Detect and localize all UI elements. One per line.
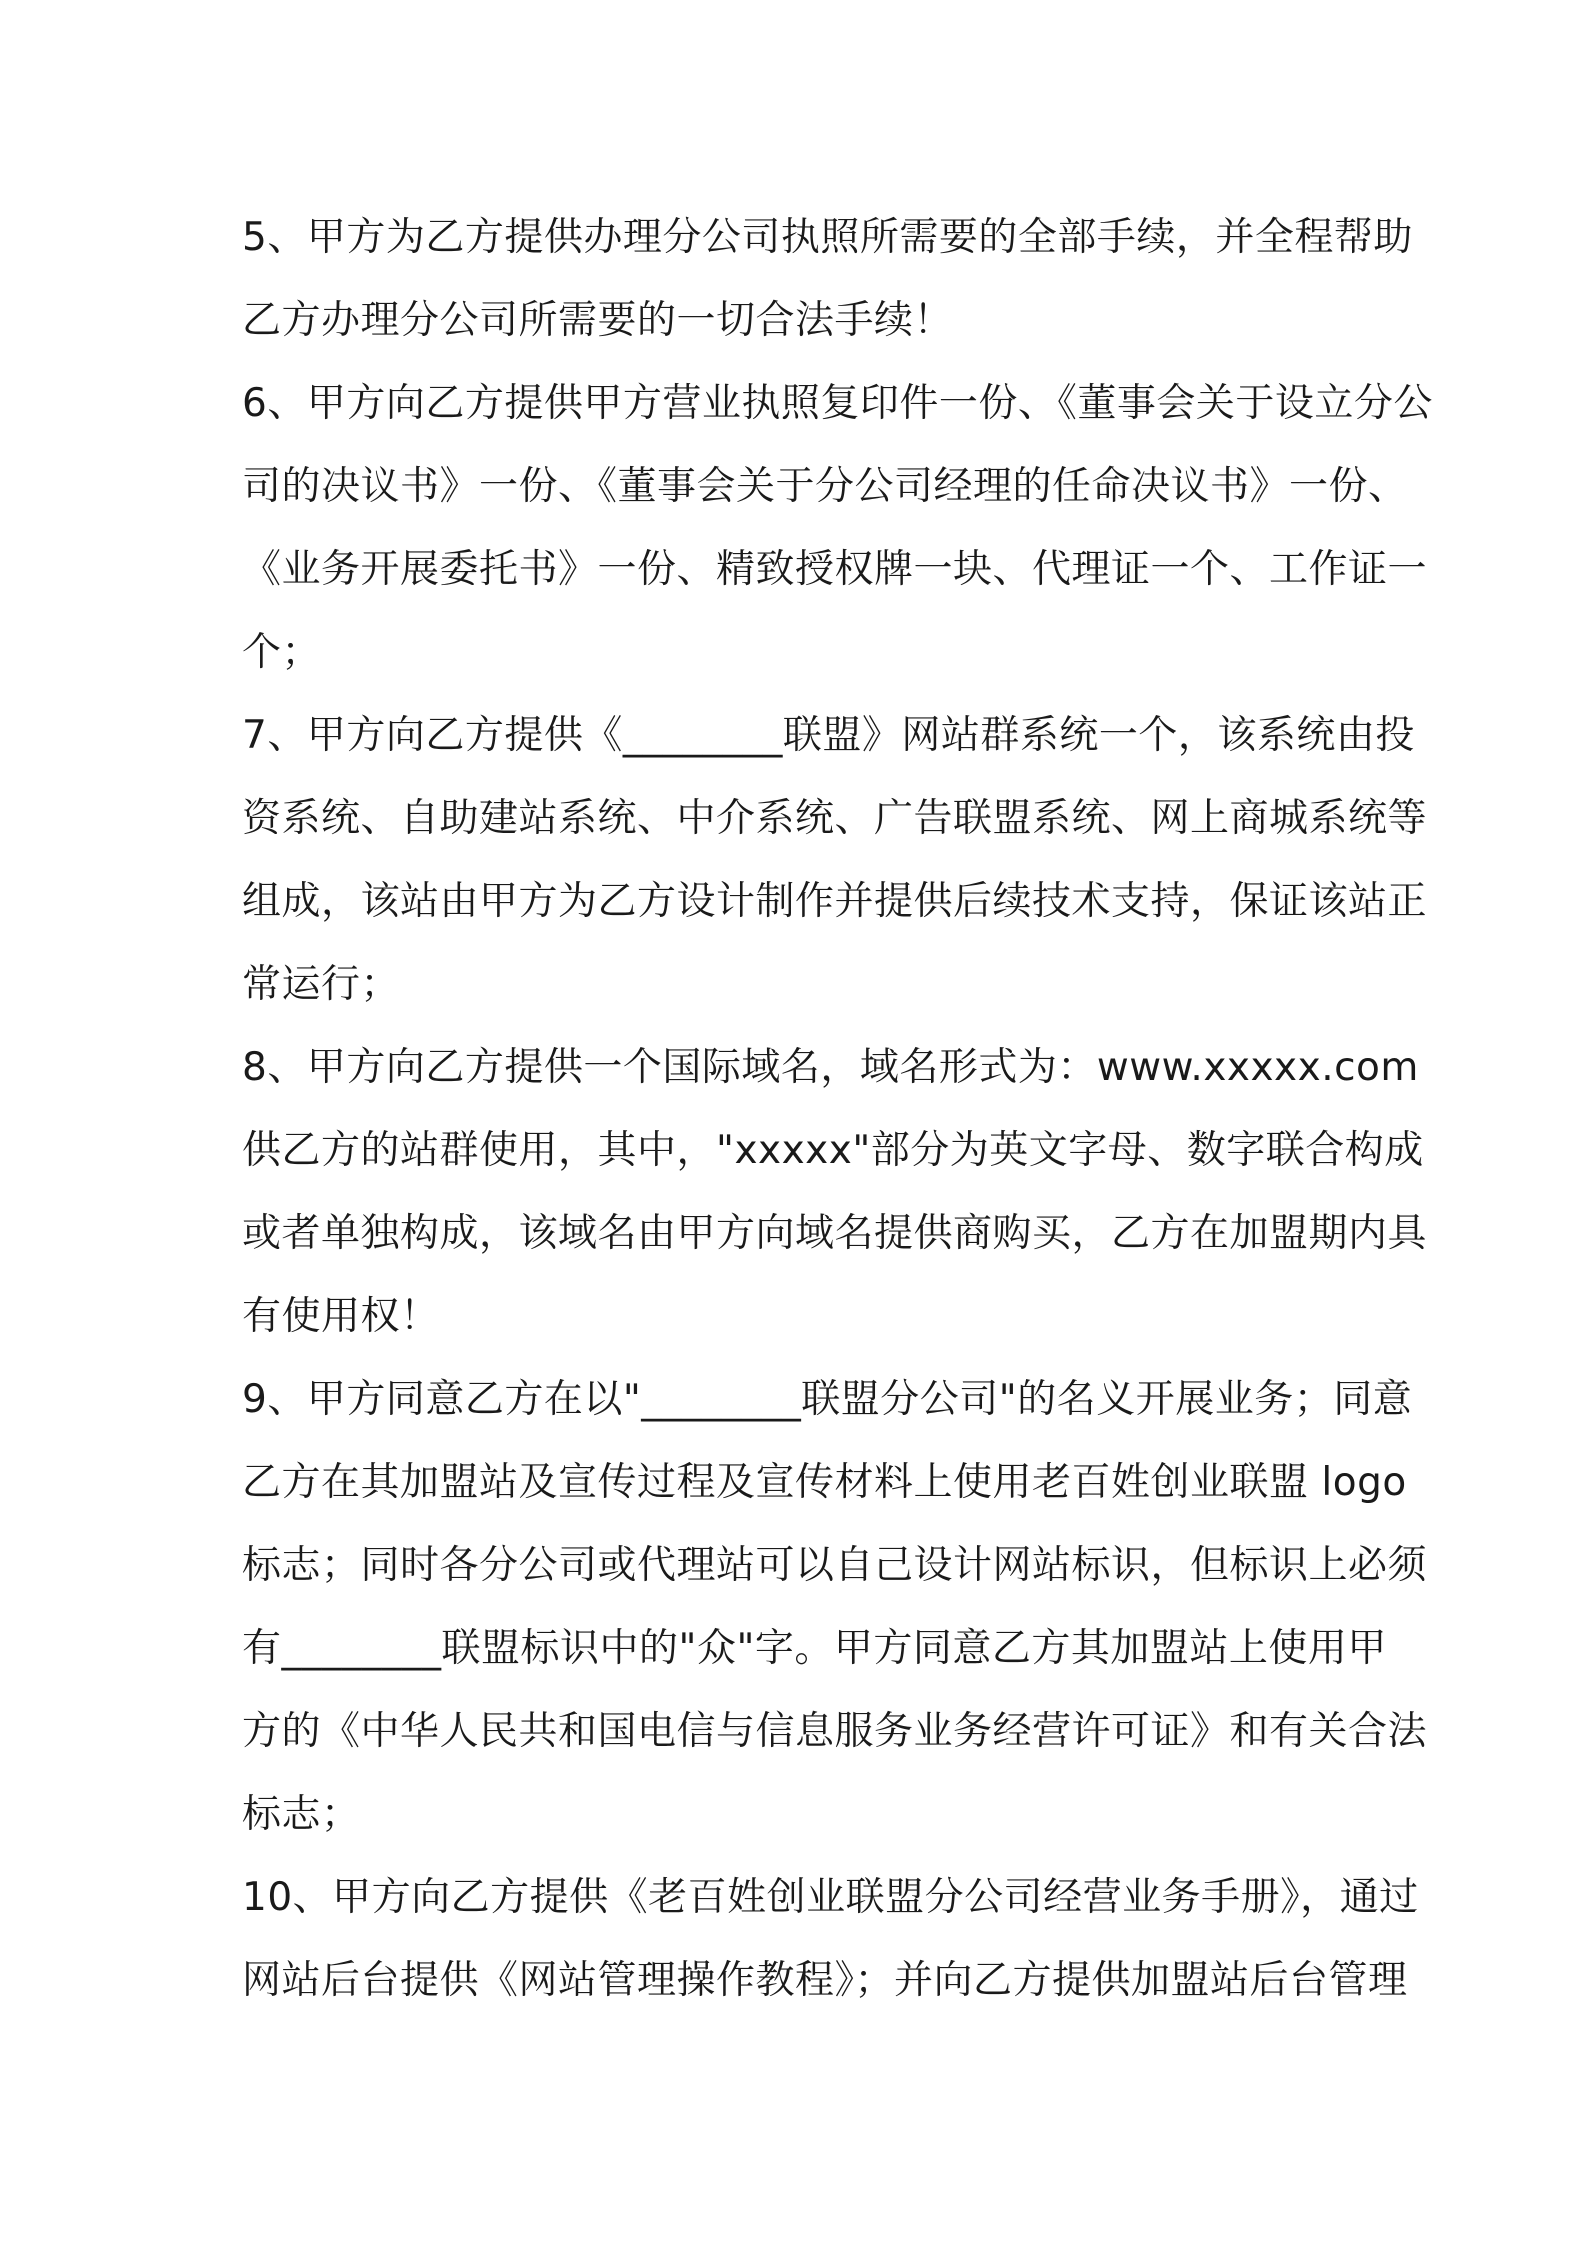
- text-line: 组成，该站由甲方为乙方设计制作并提供后续技术支持，保证该站正: [242, 879, 1428, 924]
- text-line: 《业务开展委托书》一份、精致授权牌一块、代理证一个、工作证一: [242, 547, 1428, 592]
- clause-9-paragraph: [242, 1358, 1428, 1856]
- clause-5-paragraph: [242, 196, 1413, 362]
- clause-8-paragraph: [242, 1026, 1428, 1358]
- text-line: 或者单独构成，该域名由甲方向域名提供商购买，乙方在加盟期内具: [242, 1211, 1428, 1256]
- text-line: 有使用权！: [242, 1294, 440, 1339]
- text-line: 个；: [242, 630, 322, 675]
- text-line: 6、甲方向乙方提供甲方营业执照复印件一份、《董事会关于设立分公: [242, 381, 1433, 426]
- text-line: 供乙方的站群使用，其中，"xxxxx"部分为英文字母、数字联合构成: [242, 1128, 1424, 1173]
- clause-7-paragraph: [242, 694, 1428, 1026]
- clause-10-paragraph: [242, 1856, 1419, 2022]
- text-line: 方的《中华人民共和国电信与信息服务业务经营许可证》和有关合法: [242, 1709, 1428, 1754]
- text-line: 5、甲方为乙方提供办理分公司执照所需要的全部手续，并全程帮助: [242, 215, 1413, 260]
- text-line: 司的决议书》一份、《董事会关于分公司经理的任命决议书》一份、: [242, 464, 1408, 509]
- text-line: 8、甲方向乙方提供一个国际域名，域名形式为：www.xxxxx.com: [242, 1045, 1419, 1090]
- text-line: 7、甲方向乙方提供《________联盟》网站群系统一个，该系统由投: [242, 713, 1415, 758]
- text-line: 网站后台提供《网站管理操作教程》；并向乙方提供加盟站后台管理: [242, 1958, 1408, 2003]
- text-line: 资系统、自助建站系统、中介系统、广告联盟系统、网上商城系统等: [242, 796, 1428, 841]
- text-line: 乙方在其加盟站及宣传过程及宣传材料上使用老百姓创业联盟 logo: [242, 1460, 1407, 1505]
- text-line: 标志；同时各分公司或代理站可以自己设计网站标识，但标识上必须: [242, 1543, 1428, 1588]
- text-line: 标志；: [242, 1792, 361, 1837]
- text-line: 乙方办理分公司所需要的一切合法手续！: [242, 298, 954, 343]
- contract-body: [242, 196, 1433, 2022]
- text-line: 有________联盟标识中的"众"字。甲方同意乙方其加盟站上使用甲: [242, 1626, 1387, 1671]
- text-line: 10、甲方向乙方提供《老百姓创业联盟分公司经营业务手册》，通过: [242, 1875, 1419, 1920]
- clause-6-paragraph: [242, 362, 1433, 694]
- text-line: 9、甲方同意乙方在以"________联盟分公司"的名义开展业务；同意: [242, 1377, 1413, 1422]
- text-line: 常运行；: [242, 962, 401, 1007]
